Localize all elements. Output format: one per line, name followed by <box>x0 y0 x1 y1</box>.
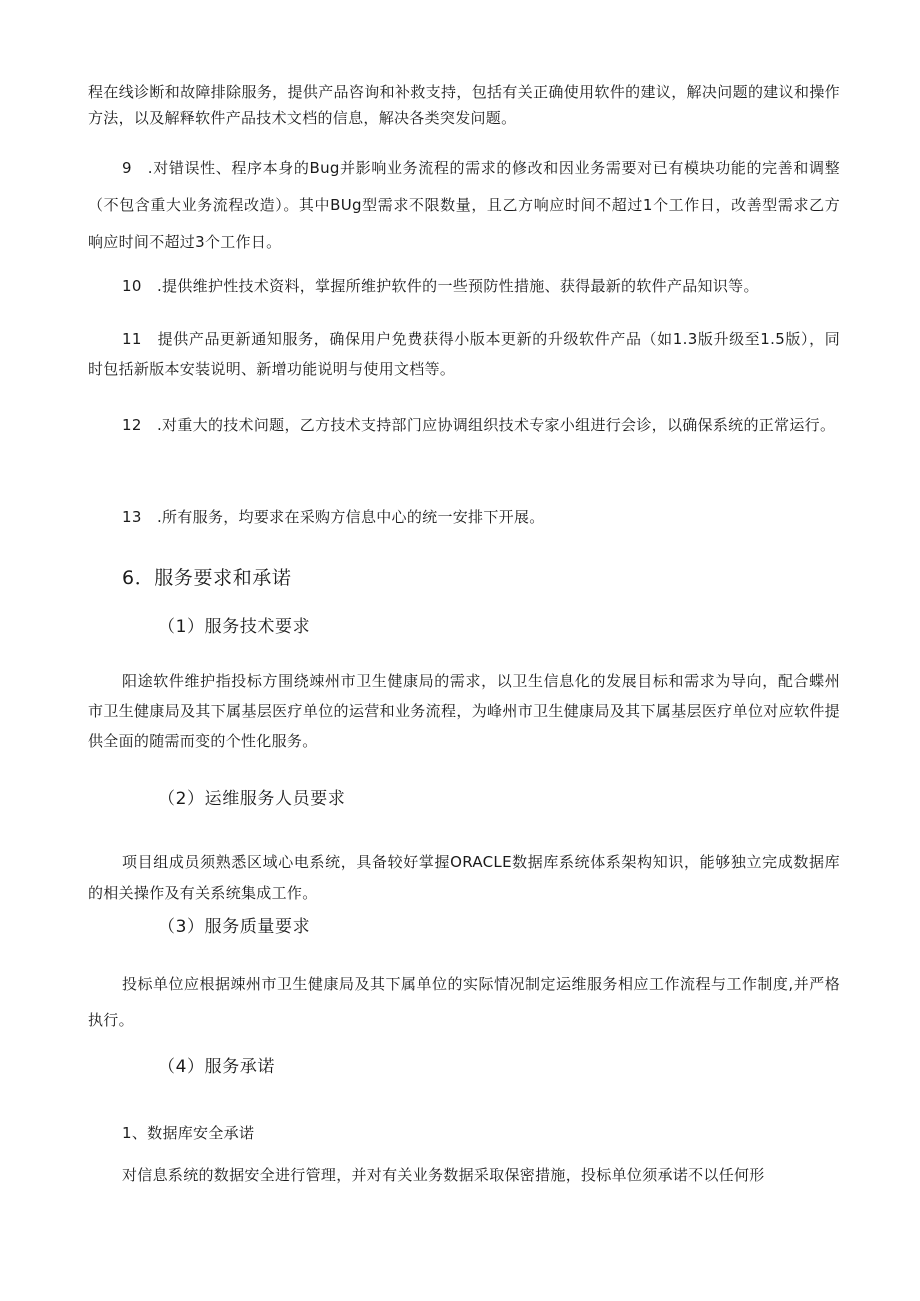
paragraph-item-9: 9 .对错误性、程序本身的Bug并影响业务流程的需求的修改和因业务需要对已有模块功能的完善和调整（不包含重大业务流程改造）。其中BUg型需求不限数量，且乙方响应时间不超过1个工作日，改善型需求乙方响应时间不超过3个工作日。 <box>88 159 840 251</box>
subsection-1-title: （1）服务技术要求 <box>158 617 311 637</box>
paragraph-item-10: 10 .提供维护性技术资料，掌握所维护软件的一些预防性措施、获得最新的软件产品知识等。 <box>122 277 759 295</box>
paragraph-item-12: 12 .对重大的技术问题，乙方技术支持部门应协调组织技术专家小组进行会诊，以确保系统的正常运行。 <box>122 416 836 434</box>
subsection-3-text: 投标单位应根据竦州市卫生健康局及其下属单位的实际情况制定运维服务相应工作流程与工作制度,并严格执行。 <box>88 975 840 1029</box>
subsection-2-text: 项目组成员须熟悉区域心电系统，具备较好掌握ORACLE数据库系统体系架构知识，能够独立完成数据库的相关操作及有关系统集成工作。 <box>88 853 840 902</box>
paragraph-item-13: 13 .所有服务，均要求在采购方信息中心的统一安排下开展。 <box>122 508 545 526</box>
subsection-2-title: （2）运维服务人员要求 <box>158 789 346 809</box>
paragraph-continued: 程在线诊断和故障排除服务，提供产品咨询和补救支持，包括有关正确使用软件的建议，解决问题的建议和操作方法，以及解释软件产品技术文档的信息，解决各类突发问题。 <box>88 83 840 127</box>
paragraph-item-11: 11 提供产品更新通知服务，确保用户免费获得小版本更新的升级软件产品（如1.3版升级至1.5版），同时包括新版本安装说明、新增功能说明与使用文档等。 <box>88 330 840 378</box>
section-6-title: 6．服务要求和承诺 <box>122 567 292 589</box>
commitment-item-1-text: 对信息系统的数据安全进行管理，并对有关业务数据采取保密措施，投标单位须承诺不以任何形 <box>122 1166 765 1184</box>
commitment-item-1-title: 1、数据库安全承诺 <box>122 1124 255 1142</box>
subsection-3-title: （3）服务质量要求 <box>158 917 311 937</box>
subsection-1-text: 阳途软件维护指投标方围绕竦州市卫生健康局的需求，以卫生信息化的发展目标和需求为导向，配合蝶州市卫生健康局及其下属基层医疗单位的运营和业务流程，为峰州市卫生健康局及其下属基层医疗单位对应软件提供全面的随需而变的个性化服务。 <box>88 672 840 750</box>
subsection-4-title: （4）服务承诺 <box>158 1057 276 1077</box>
